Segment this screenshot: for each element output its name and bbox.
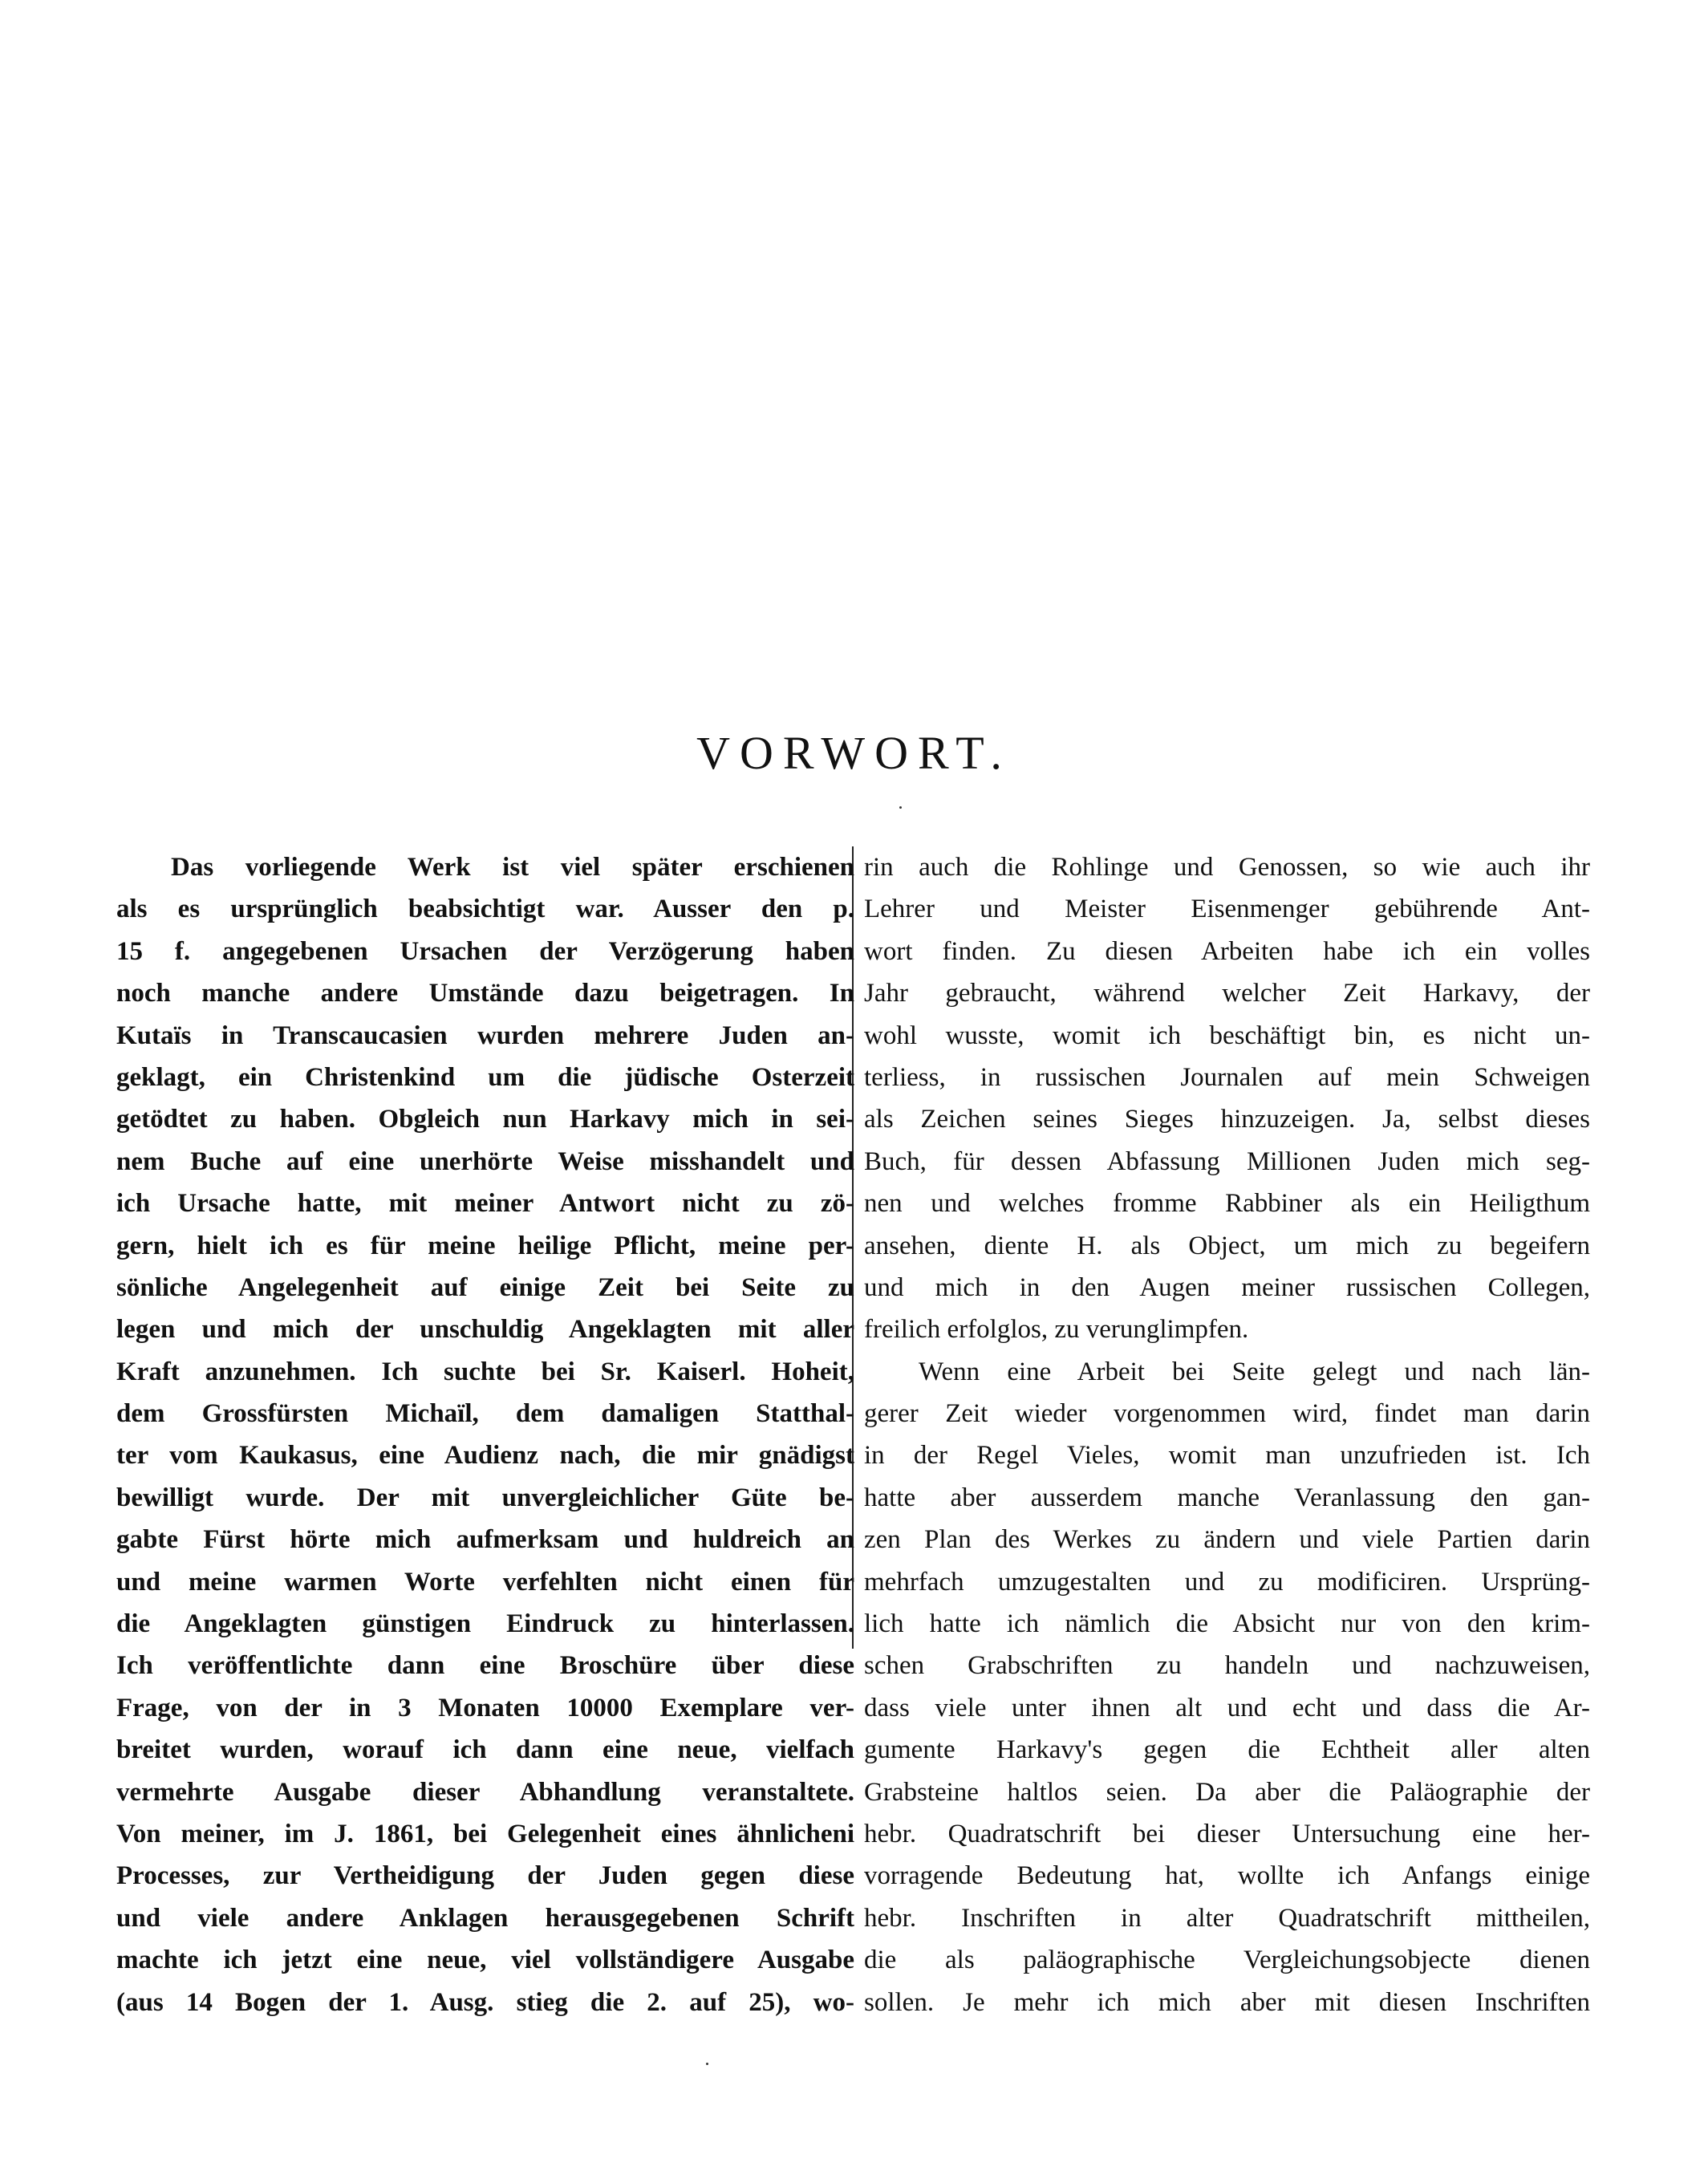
text-line: (aus 14 Bogen der 1. Ausg. stieg die 2. auf 25), wo- [116, 1987, 854, 2017]
text-line: ich Ursache hatte, mit meiner Antwort nicht zu zö- [116, 1189, 854, 1219]
text-line: schen Grabschriften zu handeln und nachzuweisen, [864, 1651, 1590, 1681]
text-line: wohl wusste, womit ich beschäftigt bin, es nicht un- [864, 1020, 1590, 1050]
print-speck [899, 806, 902, 809]
text-line: die als paläographische Vergleichungsobjecte dienen [864, 1946, 1590, 1975]
text-line: breitet wurden, worauf ich dann eine neue, vielfach [116, 1735, 854, 1765]
text-line: die Angeklagten günstigen Eindruck zu hinterlassen. [116, 1609, 854, 1639]
text-line: hebr. Inschriften in alter Quadratschrift mittheilen, [864, 1903, 1590, 1933]
text-line: und meine warmen Worte verfehlten nicht einen für [116, 1567, 854, 1597]
text-line: nem Buche auf eine unerhörte Weise misshandelt und [116, 1146, 854, 1176]
text-line: ter vom Kaukasus, eine Audienz nach, die mir gnädigst [116, 1441, 854, 1471]
text-line: legen und mich der unschuldig Angeklagten mit aller [116, 1315, 854, 1345]
text-line: vermehrte Ausgabe dieser Abhandlung veranstaltete. [116, 1777, 854, 1807]
text-line: sönliche Angelegenheit auf einige Zeit bei Seite zu [116, 1272, 854, 1302]
text-line: Von meiner, im J. 1861, bei Gelegenheit eines ähnlicheni [116, 1819, 854, 1848]
text-line: Lehrer und Meister Eisenmenger gebührende Ant- [864, 895, 1590, 924]
text-line: Frage, von der in 3 Monaten 10000 Exemplare ver- [116, 1693, 854, 1722]
text-line: rin auch die Rohlinge und Genossen, so wie auch ihr [864, 853, 1590, 882]
text-line: wort finden. Zu diesen Arbeiten habe ich ein volles [864, 936, 1590, 966]
text-line: hebr. Quadratschrift bei dieser Untersuchung eine her- [864, 1819, 1590, 1848]
print-speck [706, 2063, 708, 2065]
text-line: gerer Zeit wieder vorgenommen wird, findet man darin [864, 1399, 1590, 1429]
text-line: hatte aber ausserdem manche Veranlassung den gan- [864, 1483, 1590, 1512]
text-line: dass viele unter ihnen alt und echt und dass die Ar- [864, 1693, 1590, 1722]
text-line: getödtet zu haben. Obgleich nun Harkavy mich in sei- [116, 1105, 854, 1134]
text-line: Ich veröffentlichte dann eine Broschüre über diese [116, 1651, 854, 1681]
text-line: zen Plan des Werkes zu ändern und viele Partien darin [864, 1525, 1590, 1555]
text-line: gern, hielt ich es für meine heilige Pflicht, meine per- [116, 1231, 854, 1260]
text-line: Das vorliegende Werk ist viel später erschienen [171, 853, 854, 882]
text-line: gumente Harkavy's gegen die Echtheit aller alten [864, 1735, 1590, 1765]
text-line: und mich in den Augen meiner russischen Collegen, [864, 1272, 1590, 1302]
page-title: VORWORT. [696, 727, 1012, 779]
text-line: bewilligt wurde. Der mit unvergleichlicher Güte be- [116, 1483, 854, 1512]
left-column [116, 846, 854, 2023]
text-line: Jahr gebraucht, während welcher Zeit Harkavy, der [864, 979, 1590, 1008]
text-line: machte ich jetzt eine neue, viel vollständigere Ausgabe [116, 1946, 854, 1975]
text-line: 15 f. angegebenen Ursachen der Verzögerung haben [116, 936, 854, 966]
text-line: lich hatte ich nämlich die Absicht nur von den krim- [864, 1609, 1590, 1639]
text-line: als Zeichen seines Sieges hinzuzeigen. Ja, selbst dieses [864, 1105, 1590, 1134]
right-column [864, 846, 1590, 2023]
text-line: Processes, zur Vertheidigung der Juden gegen diese [116, 1861, 854, 1891]
text-line: Kutaïs in Transcaucasien wurden mehrere Juden an- [116, 1020, 854, 1050]
text-line: als es ursprünglich beabsichtigt war. Ausser den p. [116, 895, 854, 924]
text-line: sollen. Je mehr ich mich aber mit diesen Inschriften [864, 1987, 1590, 2017]
text-line: nen und welches fromme Rabbiner als ein Heiligthum [864, 1189, 1590, 1219]
text-line: und viele andere Anklagen herausgegebenen Schrift [116, 1903, 854, 1933]
text-line: Buch, für dessen Abfassung Millionen Juden mich seg- [864, 1146, 1590, 1176]
text-line: dem Grossfürsten Michaïl, dem damaligen Statthal- [116, 1399, 854, 1429]
text-line: noch manche andere Umstände dazu beigetragen. In [116, 979, 854, 1008]
text-line: Wenn eine Arbeit bei Seite gelegt und nach län- [919, 1357, 1590, 1386]
text-line: mehrfach umzugestalten und zu modificiren. Ursprüng- [864, 1567, 1590, 1597]
text-line: Grabsteine haltlos seien. Da aber die Paläographie der [864, 1777, 1590, 1807]
text-line: ansehen, diente H. als Object, um mich zu begeifern [864, 1231, 1590, 1260]
text-line: in der Regel Vieles, womit man unzufrieden ist. Ich [864, 1441, 1590, 1471]
text-line: Kraft anzunehmen. Ich suchte bei Sr. Kaiserl. Hoheit, [116, 1357, 854, 1386]
text-line: gabte Fürst hörte mich aufmerksam und huldreich an [116, 1525, 854, 1555]
text-line: geklagt, ein Christenkind um die jüdische Osterzeit [116, 1062, 854, 1092]
text-line: terliess, in russischen Journalen auf mein Schweigen [864, 1062, 1590, 1092]
text-line: vorragende Bedeutung hat, wollte ich Anfangs einige [864, 1861, 1590, 1891]
text-line: freilich erfolglos, zu verunglimpfen. [864, 1315, 1249, 1345]
